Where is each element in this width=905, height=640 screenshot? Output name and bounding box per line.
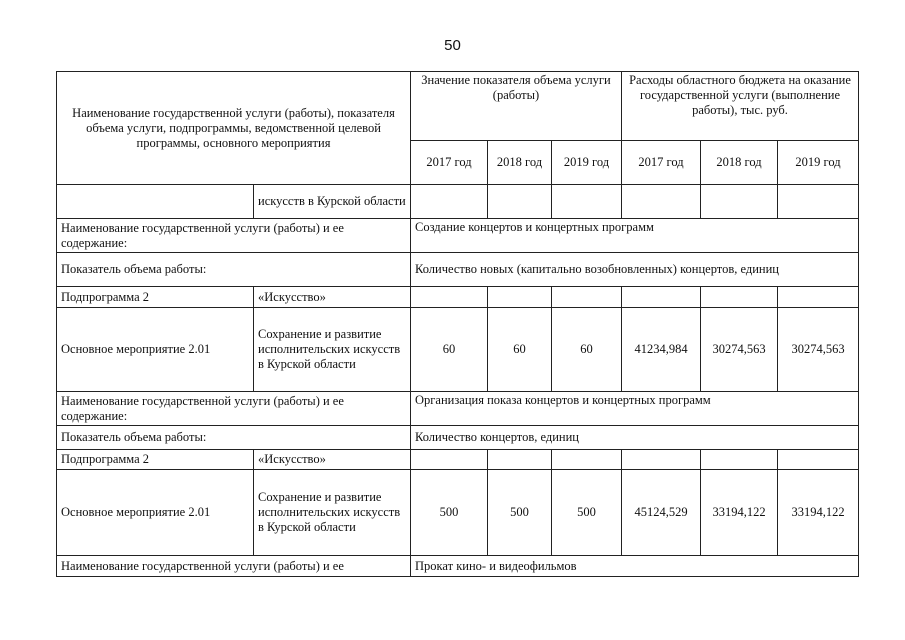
header-year: 2019 год <box>778 141 859 185</box>
subprogram-label: Подпрограмма 2 <box>57 450 254 470</box>
event-row <box>57 308 859 392</box>
indicator-value: Количество концертов, единиц <box>411 426 859 450</box>
value-cell: 30274,563 <box>701 308 778 392</box>
empty-cell <box>552 185 622 219</box>
empty-cell <box>411 185 488 219</box>
indicator-row <box>57 426 859 450</box>
header-year: 2018 год <box>488 141 552 185</box>
event-row <box>57 470 859 556</box>
subprogram-value: «Искусство» <box>254 450 411 470</box>
value-cell: 33194,122 <box>701 470 778 556</box>
header-year: 2017 год <box>411 141 488 185</box>
services-table <box>56 71 859 577</box>
value-cell: 60 <box>411 308 488 392</box>
empty-cell <box>701 287 778 308</box>
indicator-label: Показатель объема работы: <box>57 426 411 450</box>
carryover-row <box>57 185 859 219</box>
value-cell: 60 <box>488 308 552 392</box>
empty-cell <box>57 185 254 219</box>
service-row <box>57 392 859 426</box>
service-row <box>57 556 859 577</box>
empty-cell <box>488 287 552 308</box>
indicator-value: Количество новых (капитально возобновленных) концертов, единиц <box>411 253 859 287</box>
empty-cell <box>488 450 552 470</box>
event-desc: Сохранение и развитие исполнительских искусств в Курской области <box>254 308 411 392</box>
empty-cell <box>552 450 622 470</box>
empty-cell <box>411 287 488 308</box>
indicator-label: Показатель объема работы: <box>57 253 411 287</box>
subprogram-label: Подпрограмма 2 <box>57 287 254 308</box>
event-desc: Сохранение и развитие исполнительских искусств в Курской области <box>254 470 411 556</box>
empty-cell <box>778 287 859 308</box>
service-label: Наименование государственной услуги (работы) и ее <box>57 556 411 577</box>
empty-cell <box>778 450 859 470</box>
service-value: Создание концертов и концертных программ <box>411 219 859 253</box>
subprogram-row <box>57 450 859 470</box>
event-label: Основное мероприятие 2.01 <box>57 308 254 392</box>
empty-cell <box>622 450 701 470</box>
empty-cell <box>701 450 778 470</box>
header-year: 2019 год <box>552 141 622 185</box>
page-number: 50 <box>444 37 461 54</box>
empty-cell <box>411 450 488 470</box>
empty-cell <box>778 185 859 219</box>
indicator-row <box>57 253 859 287</box>
service-value: Прокат кино- и видеофильмов <box>411 556 859 577</box>
header-name-col: Наименование государственной услуги (работы), показателя объема услуги, подпрограммы, ведомственной целевой программы, основного мероприятия <box>57 72 411 185</box>
header-row-1 <box>57 72 859 141</box>
value-cell: 41234,984 <box>622 308 701 392</box>
value-cell: 60 <box>552 308 622 392</box>
service-label: Наименование государственной услуги (работы) и ее содержание: <box>57 219 411 253</box>
header-year: 2017 год <box>622 141 701 185</box>
subprogram-row <box>57 287 859 308</box>
header-budget-group: Расходы областного бюджета на оказание государственной услуги (выполнение работы), тыс. руб. <box>622 72 859 141</box>
empty-cell <box>552 287 622 308</box>
event-label: Основное мероприятие 2.01 <box>57 470 254 556</box>
subprogram-value: «Искусство» <box>254 287 411 308</box>
value-cell: 45124,529 <box>622 470 701 556</box>
empty-cell <box>622 287 701 308</box>
value-cell: 500 <box>552 470 622 556</box>
value-cell: 500 <box>488 470 552 556</box>
header-volume-group: Значение показателя объема услуги (работы) <box>411 72 622 141</box>
empty-cell <box>701 185 778 219</box>
carryover-text: искусств в Курской области <box>254 185 411 219</box>
value-cell: 33194,122 <box>778 470 859 556</box>
empty-cell <box>488 185 552 219</box>
value-cell: 30274,563 <box>778 308 859 392</box>
service-value: Организация показа концертов и концертных программ <box>411 392 859 426</box>
service-row <box>57 219 859 253</box>
empty-cell <box>622 185 701 219</box>
value-cell: 500 <box>411 470 488 556</box>
service-label: Наименование государственной услуги (работы) и ее содержание: <box>57 392 411 426</box>
header-year: 2018 год <box>701 141 778 185</box>
